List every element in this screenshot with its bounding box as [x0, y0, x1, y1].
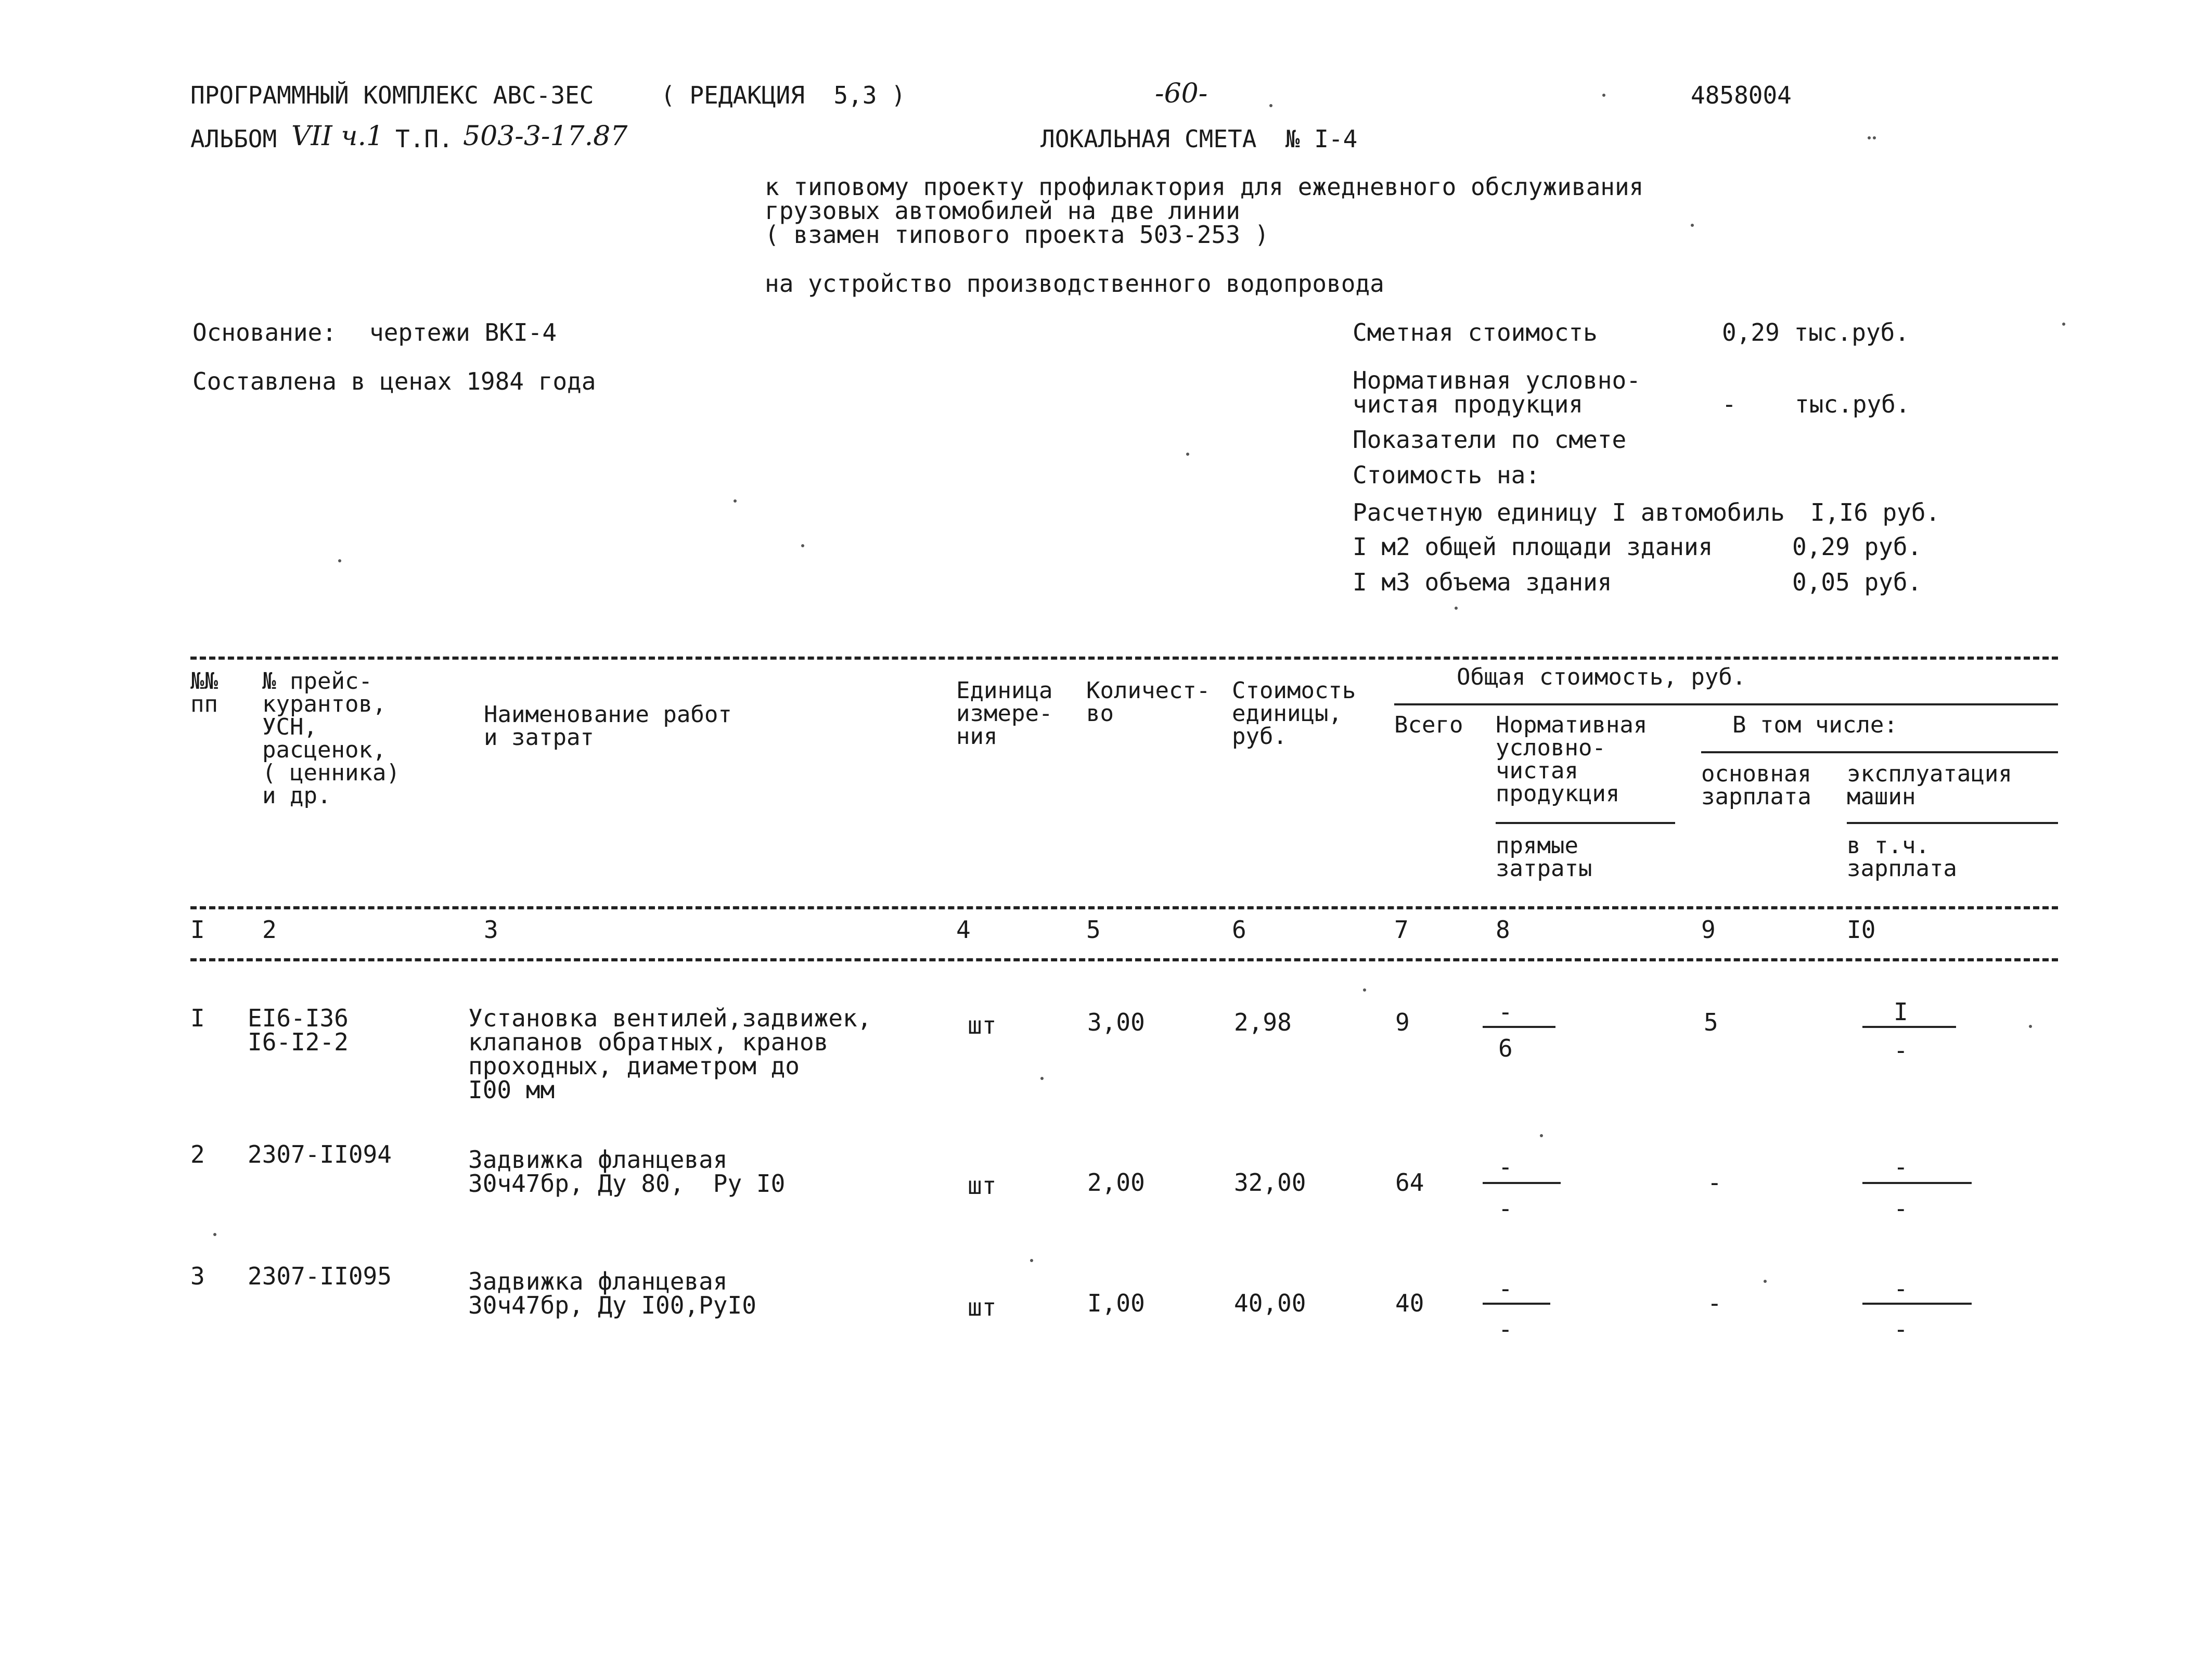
m3-value: 0,05 руб.: [1792, 568, 1922, 596]
basis-value: чертежи ВКI-4: [369, 318, 557, 346]
col-number: 3: [484, 916, 498, 944]
row-total: 64: [1395, 1168, 1424, 1197]
m2-label: I м2 общей площади здания: [1353, 533, 1713, 561]
row-quantity: 2,00: [1087, 1168, 1145, 1197]
col-number: I0: [1847, 916, 1876, 944]
subtitle-line-1: к типовому проекту профилактория для ежедневного обслуживания: [765, 173, 1644, 201]
row-machines-fraction-line: [1862, 1182, 1972, 1184]
program-name: ПРОГРАММНЫЙ КОМПЛЕКС АВС-ЗЕС: [190, 81, 594, 109]
row-unit: шт: [968, 1293, 997, 1321]
scan-speck: [1269, 104, 1272, 107]
subtitle-line-2: грузовых автомобилей на две линии: [765, 197, 1240, 225]
norm-label-2: чистая продукция: [1353, 390, 1584, 418]
row-name: Задвижка фланцевая 30ч47бр, Ду I00,РуI0: [468, 1267, 756, 1319]
scan-speck: [213, 1233, 216, 1236]
col-number: I: [190, 916, 205, 944]
scan-speck: [801, 544, 804, 547]
row-code: 2307-II094: [248, 1140, 392, 1168]
row-number: 2: [190, 1140, 205, 1168]
row-salary: -: [1707, 1289, 1722, 1317]
header-col-3: Наименование работ и затрат: [484, 701, 732, 751]
row-salary: 5: [1704, 1008, 1718, 1036]
header-col-10-sub: в т.ч. зарплата: [1847, 832, 1957, 882]
scan-speck: [1363, 988, 1366, 992]
col-number: 5: [1086, 916, 1101, 944]
scan-speck: [1868, 136, 1871, 139]
header-col-8-sub: прямые затраты: [1496, 832, 1592, 882]
scan-speck: [1540, 1134, 1543, 1137]
scan-speck: [2029, 1025, 2032, 1028]
header-including-group: В том числе:: [1732, 712, 1898, 738]
scan-speck: [734, 499, 737, 503]
scan-speck: [1602, 94, 1605, 97]
col-number: 4: [956, 916, 971, 944]
col-number: 2: [262, 916, 277, 944]
indicators-label: Показатели по смете: [1353, 426, 1627, 454]
table-top-rule: [190, 657, 2058, 660]
row-total: 9: [1395, 1008, 1410, 1036]
scan-speck: [1030, 1259, 1033, 1262]
scan-speck: [1186, 453, 1189, 456]
row-code: 2307-II095: [248, 1262, 392, 1290]
row-number: 3: [190, 1262, 205, 1290]
row-code: ЕI6-I36 I6-I2-2: [248, 1004, 349, 1056]
row-machines-bottom: -: [1894, 1315, 1908, 1343]
row-machines-bottom: -: [1894, 1194, 1908, 1223]
row-norm-bottom: -: [1498, 1315, 1513, 1343]
page-number: -60-: [1155, 78, 1208, 109]
norm-label-1: Нормативная условно-: [1353, 366, 1641, 394]
header-col-5: Количест- во: [1086, 677, 1211, 727]
col-number: 7: [1394, 916, 1409, 944]
row-quantity: I,00: [1087, 1289, 1145, 1317]
row-norm-fraction-line: [1483, 1303, 1550, 1305]
tp-handwritten: 503-3-17.87: [463, 121, 628, 152]
row-norm-top: -: [1498, 998, 1513, 1026]
unit-value: I,I6 руб.: [1810, 498, 1940, 526]
col-numbers-bottom-rule: [190, 958, 2058, 961]
col-10-rule: [1847, 822, 2058, 824]
row-quantity: 3,00: [1087, 1008, 1145, 1036]
header-col-4: Единица измере- ния: [956, 677, 1053, 750]
norm-value: -: [1722, 390, 1737, 418]
album-handwritten: VII ч.1: [291, 121, 384, 152]
total-group-rule: [1394, 703, 2058, 705]
scan-speck: [1691, 224, 1694, 227]
m2-value: 0,29 руб.: [1792, 533, 1922, 561]
col-number: 8: [1496, 916, 1510, 944]
scan-speck: [2062, 323, 2065, 326]
document-title: ЛОКАЛЬНАЯ СМЕТА № I-4: [1040, 125, 1358, 153]
row-machines-top: -: [1894, 1153, 1908, 1181]
subtitle-line-3: ( взамен типового проекта 503-253 ): [765, 221, 1269, 249]
scan-speck: [1873, 136, 1876, 139]
row-norm-fraction-line: [1483, 1182, 1561, 1184]
row-norm-fraction-line: [1483, 1026, 1555, 1028]
row-norm-bottom: 6: [1498, 1034, 1513, 1062]
header-bottom-rule: [190, 906, 2058, 909]
tp-label: Т.П.: [395, 125, 453, 153]
row-name: Задвижка фланцевая 30ч47бр, Ду 80, Ру I0: [468, 1146, 786, 1198]
m3-label: I м3 объема здания: [1353, 568, 1612, 596]
row-machines-top: I: [1894, 998, 1908, 1026]
cost-label: Сметная стоимость: [1353, 318, 1598, 346]
row-machines-fraction-line: [1862, 1026, 1956, 1028]
scan-speck: [1455, 607, 1458, 610]
header-col-8: Нормативная условно- чистая продукция: [1496, 712, 1648, 807]
row-unit-price: 32,00: [1234, 1168, 1306, 1197]
basis-label: Основание:: [192, 318, 337, 346]
cost-value: 0,29 тыс.руб.: [1722, 318, 1910, 346]
row-norm-top: -: [1498, 1153, 1513, 1181]
row-number: I: [190, 1004, 205, 1032]
header-total-group: Общая стоимость, руб.: [1457, 664, 1746, 690]
norm-unit: тыс.руб.: [1795, 390, 1910, 418]
edition: ( РЕДАКЦИЯ 5,3 ): [661, 81, 906, 109]
row-norm-bottom: -: [1498, 1194, 1513, 1223]
row-total: 40: [1395, 1289, 1424, 1317]
header-col-7: Всего: [1394, 712, 1463, 738]
header-col-1: №№ пп: [190, 668, 218, 717]
scan-speck: [338, 559, 341, 562]
unit-label: Расчетную единицу I автомобиль: [1353, 498, 1785, 526]
scan-speck: [1764, 1280, 1767, 1283]
row-salary: -: [1707, 1168, 1722, 1197]
cost-per-label: Стоимость на:: [1353, 461, 1540, 489]
row-machines-fraction-line: [1862, 1303, 1972, 1305]
row-name: Установка вентилей,задвижек, клапанов обратных, кранов проходных, диаметром до I00 мм: [468, 1004, 872, 1104]
col-8-rule: [1496, 822, 1675, 824]
header-col-10: эксплуатация машин: [1847, 761, 2012, 810]
row-unit-price: 2,98: [1234, 1008, 1292, 1036]
purpose: на устройство производственного водопровода: [765, 269, 1384, 298]
header-col-6: Стоимость единицы, руб.: [1232, 677, 1356, 750]
header-col-2: № прейс- курантов, УСН, расценок, ( ценника) и др.: [262, 668, 400, 809]
document-number: 4858004: [1691, 81, 1792, 109]
including-group-rule: [1701, 751, 2058, 753]
row-unit: шт: [968, 1011, 997, 1039]
row-norm-top: -: [1498, 1275, 1513, 1303]
row-machines-top: -: [1894, 1275, 1908, 1303]
col-number: 6: [1232, 916, 1246, 944]
row-unit-price: 40,00: [1234, 1289, 1306, 1317]
col-number: 9: [1701, 916, 1716, 944]
album-label: АЛЬБОМ: [190, 125, 277, 153]
header-col-9: основная зарплата: [1701, 761, 1811, 810]
row-unit: шт: [968, 1172, 997, 1200]
row-machines-bottom: -: [1894, 1036, 1908, 1064]
scan-speck: [1040, 1077, 1044, 1080]
prices-note: Составлена в ценах 1984 года: [192, 367, 596, 395]
